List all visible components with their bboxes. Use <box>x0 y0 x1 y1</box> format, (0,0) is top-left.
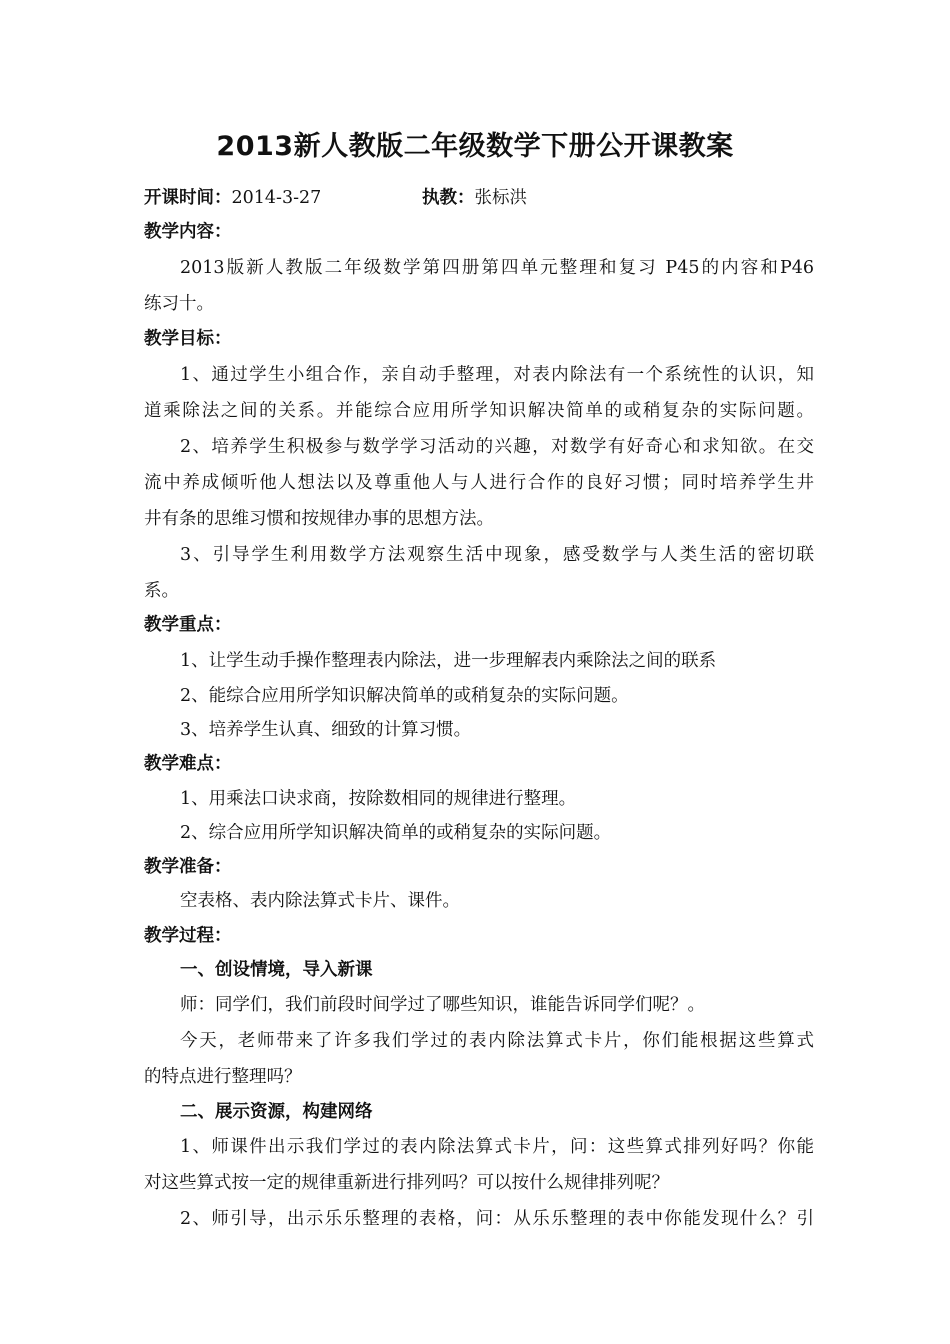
process-line: 1、师课件出示我们学过的表内除法算式卡片，问：这些算式排列好吗？你能 <box>180 1137 814 1157</box>
process-line: 的特点进行整理吗？ <box>144 1067 302 1087</box>
content-line: 练习十。 <box>144 294 214 314</box>
key-points-heading: 教学重点： <box>144 615 232 635</box>
preparation-line: 空表格、表内除法算式卡片、课件。 <box>180 891 460 911</box>
goals-line: 系。 <box>144 581 179 601</box>
process-heading: 教学过程： <box>144 926 232 946</box>
process-line: 今天，老师带来了许多我们学过的表内除法算式卡片，你们能根据这些算式 <box>180 1031 814 1051</box>
meta-line <box>144 186 814 210</box>
key-points-line: 1、让学生动手操作整理表内除法，进一步理解表内乘除法之间的联系 <box>180 651 717 671</box>
key-points-line: 3、培养学生认真、细致的计算习惯。 <box>180 720 472 740</box>
preparation-heading: 教学准备： <box>144 857 232 877</box>
process-line: 对这些算式按一定的规律重新进行排列吗？可以按什么规律排列呢？ <box>144 1173 669 1193</box>
difficulties-line: 1、用乘法口诀求商，按除数相同的规律进行整理。 <box>180 789 577 809</box>
goals-line: 1、通过学生小组合作，亲自动手整理，对表内除法有一个系统性的认识，知 <box>180 365 814 385</box>
content-heading: 教学内容： <box>144 222 232 242</box>
process-line: 师：同学们，我们前段时间学过了哪些知识，谁能告诉同学们呢？。 <box>180 995 705 1015</box>
goals-line: 道乘除法之间的关系。并能综合应用所学知识解决简单的或稍复杂的实际问题。 <box>144 401 814 421</box>
key-points-line: 2、能综合应用所学知识解决简单的或稍复杂的实际问题。 <box>180 686 629 706</box>
difficulties-line: 2、综合应用所学知识解决简单的或稍复杂的实际问题。 <box>180 823 612 843</box>
document-title: 2013新人教版二年级数学下册公开课教案 <box>216 131 734 162</box>
goals-line: 3、引导学生利用数学方法观察生活中现象，感受数学与人类生活的密切联 <box>180 545 814 565</box>
teacher-block <box>422 186 527 210</box>
goals-heading: 教学目标： <box>144 329 232 349</box>
process-section1-title: 一、创设情境，导入新课 <box>180 960 373 980</box>
process-section2-title: 二、展示资源，构建网络 <box>180 1102 373 1122</box>
goals-line: 井有条的思维习惯和按规律办事的思想方法。 <box>144 509 494 529</box>
difficulties-heading: 教学难点： <box>144 754 232 774</box>
teacher-value: 张标洪 <box>474 188 527 208</box>
time-value: 2014-3-27 <box>231 188 322 208</box>
content-line: 2013版新人教版二年级数学第四册第四单元整理和复习 P45的内容和P46 <box>180 258 814 278</box>
goals-line: 流中养成倾听他人想法以及尊重他人与人进行合作的良好习惯；同时培养学生井 <box>144 473 814 493</box>
time-label: 开课时间： <box>144 188 232 208</box>
goals-line: 2、培养学生积极参与数学学习活动的兴趣，对数学有好奇心和求知欲。在交 <box>180 437 814 457</box>
process-line: 2、师引导，出示乐乐整理的表格，问：从乐乐整理的表中你能发现什么？引 <box>180 1209 814 1229</box>
teacher-label: 执教： <box>422 188 475 208</box>
